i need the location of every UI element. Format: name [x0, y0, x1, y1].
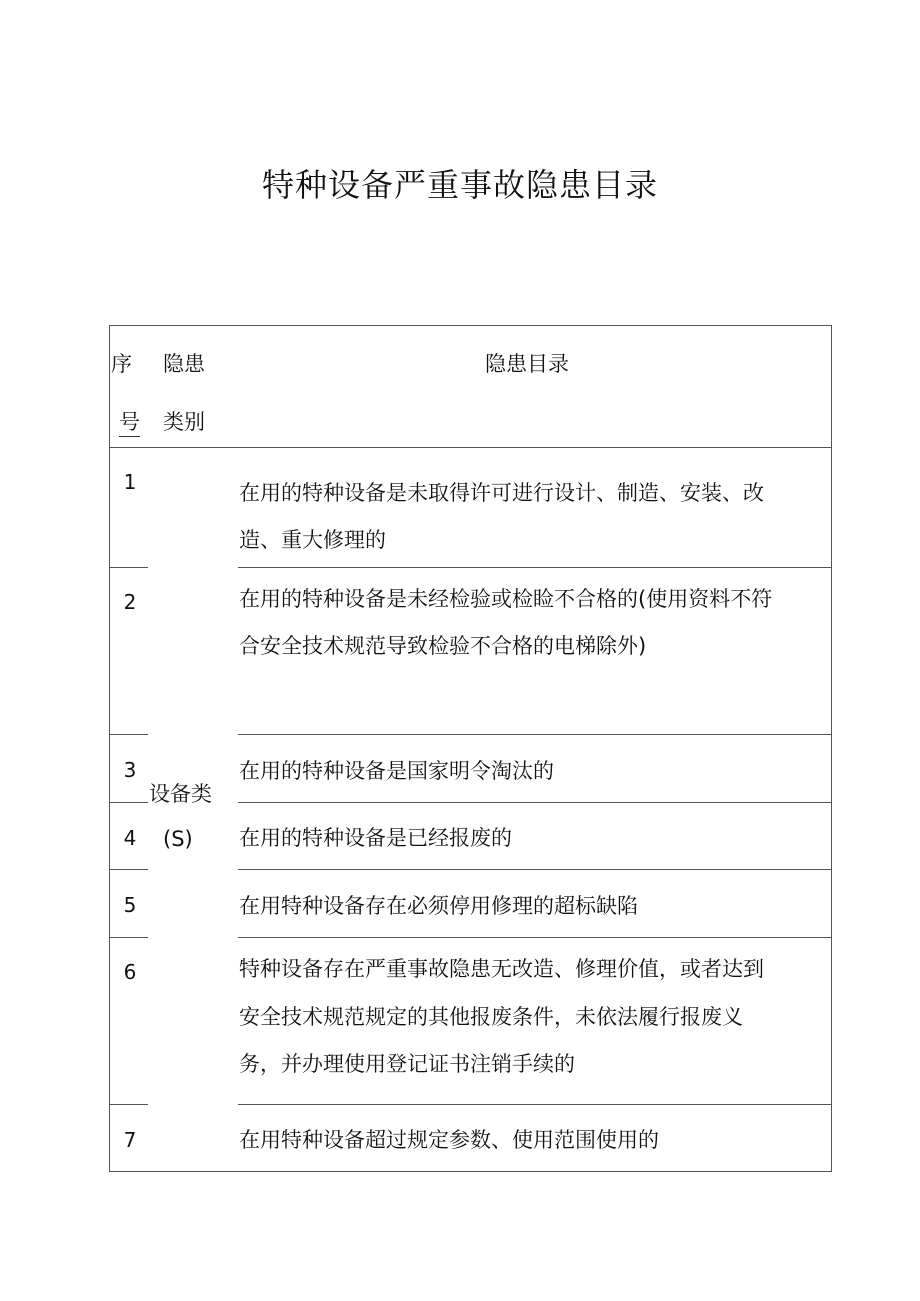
row-text: 在用的特种设备是未经检验或检睑不合格的(使用资料不符: [239, 587, 773, 611]
row-number: 6: [123, 960, 137, 984]
row-divider: [110, 734, 148, 735]
row-text: 造、重大修理的: [239, 528, 386, 552]
row-divider: [238, 1104, 831, 1105]
hazard-table: [109, 325, 832, 1172]
row-divider: [238, 734, 831, 735]
row-text: 在用的特种设备是国家明令淘汰的: [239, 759, 554, 783]
row-text: 特种设备存在严重事故隐患无改造、修理价值，或者达到: [239, 957, 764, 981]
row-divider: [238, 567, 831, 568]
row-divider: [238, 869, 831, 870]
row-text: 合安全技术规范导致检验不合格的电梯除外): [239, 634, 647, 658]
row-number: 3: [123, 758, 137, 782]
row-divider: [110, 937, 148, 938]
category-label-1: 设备类: [149, 782, 212, 806]
row-text: 在用的特种设备是已经报废的: [239, 826, 512, 850]
row-number: 7: [123, 1128, 137, 1152]
row-divider: [110, 1104, 148, 1105]
header-seq-2: 号: [119, 406, 140, 437]
row-text: 在用特种设备存在必须停用修理的超标缺陷: [239, 894, 638, 918]
row-text: 在用特种设备超过规定参数、使用范围使用的: [239, 1128, 659, 1152]
row-divider: [110, 869, 148, 870]
row-number: 1: [123, 470, 137, 494]
page-title: 特种设备严重事故隐患目录: [261, 166, 658, 204]
row-number: 5: [123, 893, 137, 917]
header-seq-1: 序: [111, 352, 132, 376]
row-text: 务，并办理使用登记证书注销手续的: [239, 1052, 575, 1076]
row-divider: [238, 937, 831, 938]
row-divider: [110, 567, 148, 568]
header-category-1: 隐患: [163, 352, 205, 376]
header-category-2: 类别: [163, 410, 205, 434]
category-label-2: (S): [163, 827, 193, 851]
row-divider: [110, 802, 148, 803]
header-divider: [110, 447, 831, 448]
row-number: 4: [123, 826, 137, 850]
header-catalog: 隐患目录: [485, 352, 569, 376]
row-divider: [238, 802, 831, 803]
row-text: 安全技术规范规定的其他报废条件，未依法履行报废义: [239, 1005, 743, 1029]
row-text: 在用的特种设备是未取得许可进行设计、制造、安装、改: [239, 481, 764, 505]
row-number: 2: [123, 590, 137, 614]
